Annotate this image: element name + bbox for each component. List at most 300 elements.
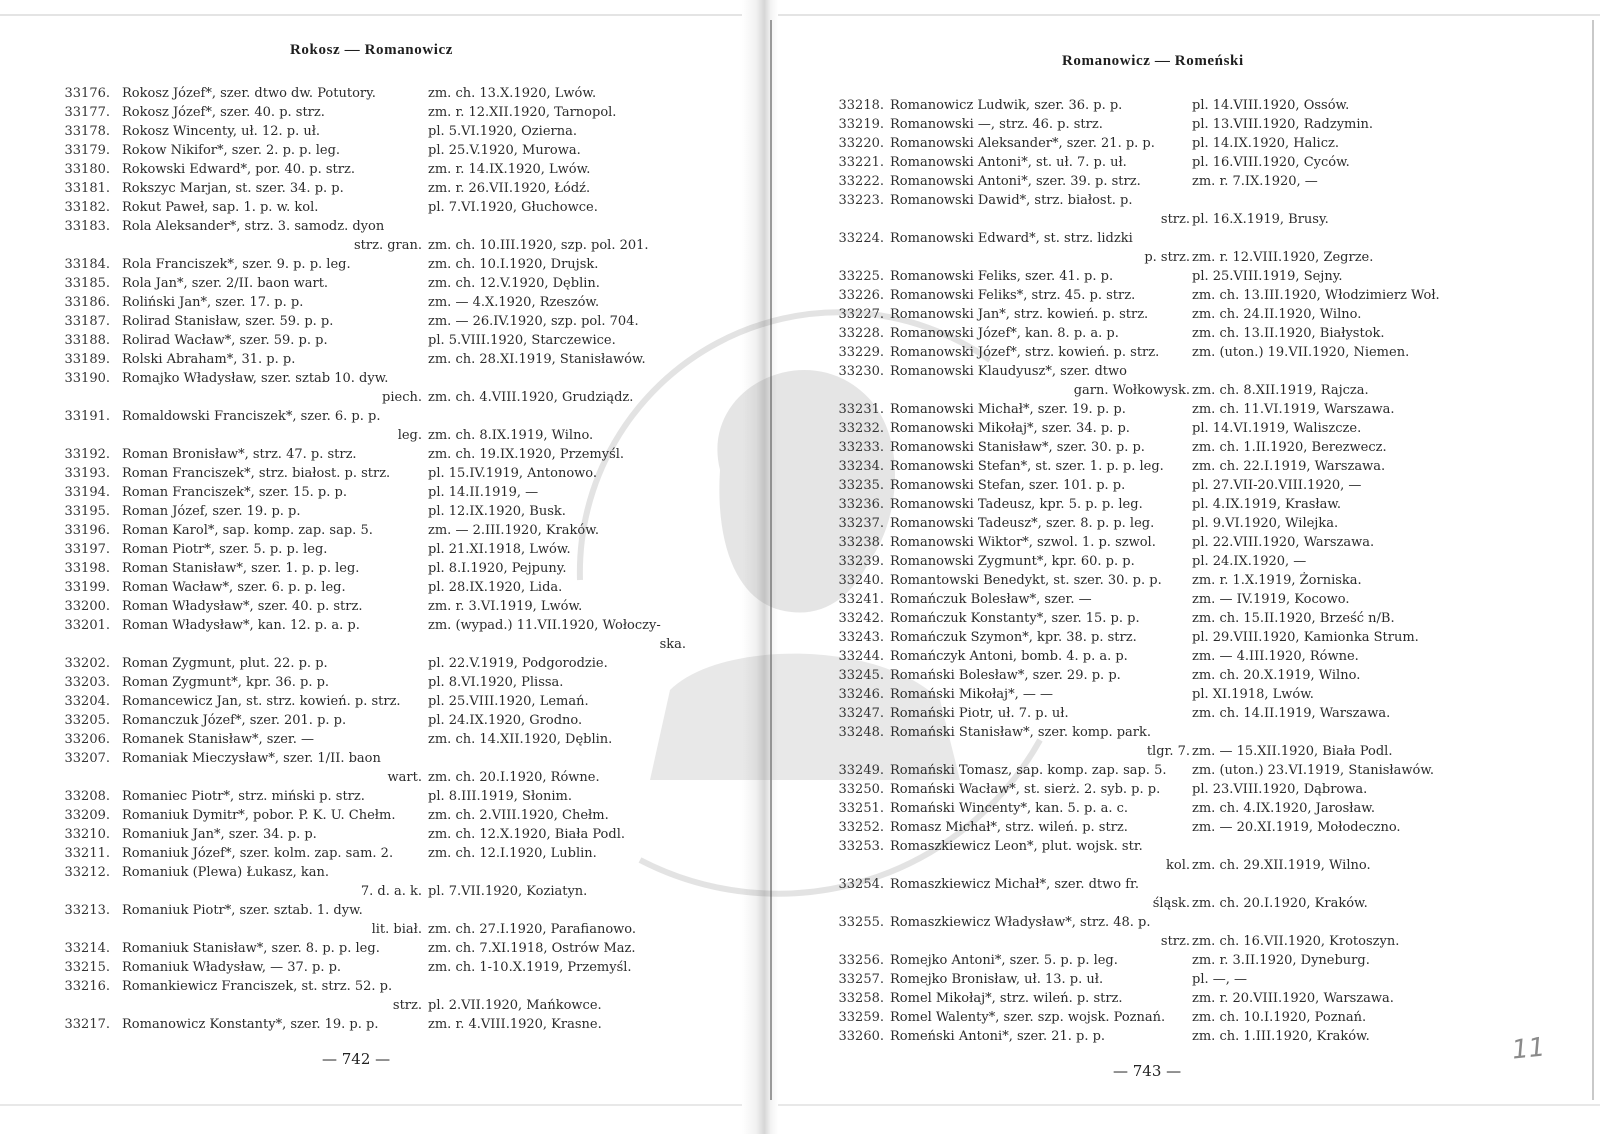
entry-status: zm. ch. 24.II.1920, Wilno. — [1192, 307, 1362, 322]
entry-text: Romanek Stanisław*, szer. — — [122, 732, 314, 747]
entry-text: Romaszkiewicz Władysław*, strz. 48. p. — [890, 915, 1151, 930]
entry-row — [0, 312, 742, 331]
entry-number: 33244. — [838, 649, 884, 664]
entry-number: 33259. — [838, 1010, 884, 1025]
entry-row — [0, 293, 742, 312]
entry-row — [778, 609, 1600, 628]
entry-status: zm. r. 1.X.1919, Żorniska. — [1192, 573, 1362, 588]
entry-number: 33197. — [64, 542, 110, 557]
entry-row — [778, 761, 1600, 780]
entry-text: Roman Władysław*, szer. 40. p. strz. — [122, 599, 363, 614]
entry-status: zm. ch. 20.I.1920, Równe. — [428, 770, 600, 785]
entry-status: pl. 22.V.1919, Podgorodzie. — [428, 656, 608, 671]
entry-text: Roman Franciszek*, strz. białost. p. strz. — [122, 466, 391, 481]
entry-status: pl. 24.IX.1920, Grodno. — [428, 713, 583, 728]
entry-number: 33246. — [838, 687, 884, 702]
entry-status: zm. ch. 12.X.1920, Biała Podl. — [428, 827, 625, 842]
entry-number: 33240. — [838, 573, 884, 588]
entry-text-continuation: piech. — [382, 390, 422, 405]
entry-number: 33255. — [838, 915, 884, 930]
entry-row — [0, 103, 742, 122]
entry-text-continuation: garn. Wołkowysk. — [1073, 383, 1190, 398]
entry-status: zm. ch. 1.III.1920, Kraków. — [1192, 1029, 1370, 1044]
entry-text: Romaniuk Stanisław*, szer. 8. p. p. leg. — [122, 941, 380, 956]
entry-text: Rokosz Józef*, szer. dtwo dw. Potutory. — [122, 86, 376, 101]
entry-number: 33215. — [64, 960, 110, 975]
entry-number: 33211. — [64, 846, 110, 861]
entry-row — [778, 305, 1600, 324]
entry-continuation-row — [0, 426, 742, 445]
entry-text-continuation: leg. — [397, 428, 422, 443]
entry-number: 33230. — [838, 364, 884, 379]
entry-row — [0, 198, 742, 217]
entry-number: 33243. — [838, 630, 884, 645]
entry-text: Romanowski Tadeusz*, szer. 8. p. p. leg. — [890, 516, 1155, 531]
entry-status: pl. 15.IV.1919, Antonowo. — [428, 466, 598, 481]
entry-text: Romaniuk Władysław, — 37. p. p. — [122, 960, 342, 975]
entry-status: zm. ch. 10.III.1920, szp. pol. 201. — [428, 238, 649, 253]
entry-row — [0, 483, 742, 502]
entry-status: pl. 14.IX.1920, Halicz. — [1192, 136, 1339, 151]
entry-text: Romański Piotr, uł. 7. p. uł. — [890, 706, 1069, 721]
entry-continuation-row — [0, 920, 742, 939]
entry-text: Romański Bolesław*, szer. 29. p. p. — [890, 668, 1121, 683]
entry-row — [778, 438, 1600, 457]
entry-status: pl. 8.I.1920, Pejpuny. — [428, 561, 567, 576]
entry-number: 33178. — [64, 124, 110, 139]
entry-text: Romanowski Stanisław*, szer. 30. p. p. — [890, 440, 1145, 455]
entry-row — [778, 514, 1600, 533]
entry-text: Romaniuk Józef*, szer. kolm. zap. sam. 2. — [122, 846, 394, 861]
entry-text: Romanczuk Józef*, szer. 201. p. p. — [122, 713, 347, 728]
entry-row — [0, 578, 742, 597]
entry-text: Roman Karol*, sap. komp. zap. sap. 5. — [122, 523, 373, 538]
entry-text: Romanowski Michał*, szer. 19. p. p. — [890, 402, 1126, 417]
entry-text-continuation: kol. — [1166, 858, 1190, 873]
entry-row — [0, 331, 742, 350]
entry-row — [0, 559, 742, 578]
entry-number: 33229. — [838, 345, 884, 360]
entry-text: Romański Wacław*, st. sierż. 2. syb. p. p. — [890, 782, 1161, 797]
entry-text: Romejko Antoni*, szer. 5. p. p. leg. — [890, 953, 1118, 968]
entry-row — [0, 521, 742, 540]
entry-row — [778, 400, 1600, 419]
entry-row — [0, 673, 742, 692]
entry-number: 33194. — [64, 485, 110, 500]
entry-row — [778, 153, 1600, 172]
entry-number: 33216. — [64, 979, 110, 994]
entry-text: Romanowski Feliks*, strz. 45. p. strz. — [890, 288, 1136, 303]
entry-row — [0, 502, 742, 521]
entry-row — [0, 654, 742, 673]
entry-status: pl. 25.V.1920, Murowa. — [428, 143, 581, 158]
entry-text: Rola Jan*, szer. 2/II. baon wart. — [122, 276, 329, 291]
entry-row — [0, 749, 742, 768]
entry-status: pl. 28.IX.1920, Lida. — [428, 580, 563, 595]
entry-row — [778, 1008, 1600, 1027]
entry-number: 33227. — [838, 307, 884, 322]
entry-status: zm. r. 12.XII.1920, Tarnopol. — [428, 105, 617, 120]
entry-text: Romeński Antoni*, szer. 21. p. p. — [890, 1029, 1106, 1044]
entry-status: zm. ch. 20.X.1919, Wilno. — [1192, 668, 1361, 683]
entry-status-continuation: ska. — [659, 637, 686, 652]
entry-row — [0, 84, 742, 103]
entry-continuation-row — [0, 388, 742, 407]
entry-row — [778, 96, 1600, 115]
entry-status: zm. ch. 4.VIII.1920, Grudziądz. — [428, 390, 634, 405]
entry-row — [778, 495, 1600, 514]
entry-row — [778, 951, 1600, 970]
entry-number: 33224. — [838, 231, 884, 246]
entry-number: 33235. — [838, 478, 884, 493]
entry-text: Romanowski Dawid*, strz. białost. p. — [890, 193, 1133, 208]
entry-text-continuation: strz. — [1160, 934, 1190, 949]
book-gutter — [742, 0, 778, 1134]
entry-number: 33195. — [64, 504, 110, 519]
entry-status: zm. ch. 28.XI.1919, Stanisławów. — [428, 352, 646, 367]
entry-row — [0, 844, 742, 863]
entry-status: zm. ch. 13.III.1920, Włodzimierz Woł. — [1192, 288, 1440, 303]
entry-continuation-row — [0, 768, 742, 787]
entry-number: 33209. — [64, 808, 110, 823]
left-page — [0, 0, 742, 1134]
entry-number: 33220. — [838, 136, 884, 151]
entry-row — [778, 913, 1600, 932]
entry-number: 33188. — [64, 333, 110, 348]
entry-number: 33206. — [64, 732, 110, 747]
entry-number: 33248. — [838, 725, 884, 740]
entry-row — [778, 704, 1600, 723]
entry-row — [0, 217, 742, 236]
entry-row — [0, 597, 742, 616]
entry-status: zm. ch. 8.IX.1919, Wilno. — [428, 428, 594, 443]
entry-row — [0, 806, 742, 825]
entry-row — [0, 369, 742, 388]
entry-status: zm. r. 20.VIII.1920, Warszawa. — [1192, 991, 1394, 1006]
entry-status: pl. 13.VIII.1920, Radzymin. — [1192, 117, 1374, 132]
entry-status: zm. ch. 2.VIII.1920, Chełm. — [428, 808, 609, 823]
entry-number: 33202. — [64, 656, 110, 671]
entry-row — [778, 457, 1600, 476]
entry-text: Romasz Michał*, strz. wileń. p. strz. — [890, 820, 1128, 835]
entry-row — [778, 324, 1600, 343]
entry-row — [0, 1015, 742, 1034]
entry-text: Romaniak Mieczysław*, szer. 1/II. baon — [122, 751, 381, 766]
entry-number: 33260. — [838, 1029, 884, 1044]
entry-status: zm. ch. 13.X.1920, Lwów. — [428, 86, 597, 101]
entry-number: 33186. — [64, 295, 110, 310]
entry-status: zm. ch. 4.IX.1920, Jarosław. — [1192, 801, 1375, 816]
entry-status: zm. ch. 19.IX.1920, Przemyśl. — [428, 447, 625, 462]
entry-row — [0, 160, 742, 179]
entry-row — [778, 191, 1600, 210]
entry-continuation-row — [0, 882, 742, 901]
entry-text: Rola Franciszek*, szer. 9. p. p. leg. — [122, 257, 351, 272]
entry-number: 33177. — [64, 105, 110, 120]
entry-row — [778, 1027, 1600, 1046]
entry-text: Romaszkiewicz Michał*, szer. dtwo fr. — [890, 877, 1139, 892]
entry-number: 33187. — [64, 314, 110, 329]
entry-text: Romanowski Józef*, kan. 8. p. a. p. — [890, 326, 1119, 341]
entry-continuation-row — [778, 856, 1600, 875]
entry-status: zm. ch. 20.I.1920, Kraków. — [1192, 896, 1368, 911]
entry-text: Roliński Jan*, szer. 17. p. p. — [122, 295, 304, 310]
entry-status: zm. ch. 13.II.1920, Białystok. — [1192, 326, 1385, 341]
entry-status: zm. r. 4.VIII.1920, Krasne. — [428, 1017, 602, 1032]
entry-row — [778, 476, 1600, 495]
entry-number: 33219. — [838, 117, 884, 132]
entry-text: Romanowski Tadeusz, kpr. 5. p. p. leg. — [890, 497, 1143, 512]
entry-status: zm. r. 14.IX.1920, Lwów. — [428, 162, 591, 177]
entry-continuation-row — [778, 210, 1600, 229]
entry-number: 33185. — [64, 276, 110, 291]
entry-status: pl. 9.VI.1920, Wilejka. — [1192, 516, 1339, 531]
entry-text-continuation: strz. gran. — [353, 238, 422, 253]
entry-number: 33251. — [838, 801, 884, 816]
entry-row — [778, 723, 1600, 742]
entry-text: Roman Bronisław*, strz. 47. p. strz. — [122, 447, 357, 462]
entry-number: 33198. — [64, 561, 110, 576]
entry-status: pl. 16.X.1919, Brusy. — [1192, 212, 1329, 227]
entry-number: 33200. — [64, 599, 110, 614]
entry-number: 33201. — [64, 618, 110, 633]
entry-text-continuation: śląsk. — [1152, 896, 1190, 911]
entry-row — [0, 445, 742, 464]
entry-text: Romańczuk Konstanty*, szer. 15. p. p. — [890, 611, 1140, 626]
entry-text: Romański Tomasz, sap. komp. zap. sap. 5. — [890, 763, 1167, 778]
entry-row — [778, 799, 1600, 818]
entry-status: zm. r. 12.VIII.1920, Zegrze. — [1192, 250, 1374, 265]
entry-status: zm. ch. 16.VII.1920, Krotoszyn. — [1192, 934, 1400, 949]
entry-text: Roman Franciszek*, szer. 15. p. p. — [122, 485, 347, 500]
entry-row — [778, 134, 1600, 153]
entry-text: Romaldowski Franciszek*, szer. 6. p. p. — [122, 409, 381, 424]
entry-text: Romanowski Edward*, st. strz. lidzki — [890, 231, 1133, 246]
entry-text: Rolski Abraham*, 31. p. p. — [122, 352, 296, 367]
entry-status: zm. (wypad.) 11.VII.1920, Wołoczy- — [428, 618, 661, 633]
entry-status: pl. 16.VIII.1920, Cyców. — [1192, 155, 1350, 170]
left-entry-list — [0, 84, 742, 1034]
entry-number: 33257. — [838, 972, 884, 987]
entry-text: Romanowski Antoni*, szer. 39. p. strz. — [890, 174, 1141, 189]
entry-text: Romantowski Benedykt, st. szer. 30. p. p. — [890, 573, 1162, 588]
entry-status: zm. — 20.XI.1919, Mołodeczno. — [1192, 820, 1401, 835]
entry-status: pl. 8.VI.1920, Plissa. — [428, 675, 564, 690]
left-page-number: — 742 — — [322, 1050, 391, 1068]
entry-number: 33214. — [64, 941, 110, 956]
entry-text-continuation: lit. biał. — [371, 922, 422, 937]
right-page — [778, 0, 1600, 1134]
entry-number: 33247. — [838, 706, 884, 721]
entry-status: zm. — 4.X.1920, Rzeszów. — [428, 295, 600, 310]
entry-number: 33237. — [838, 516, 884, 531]
entry-number: 33191. — [64, 409, 110, 424]
entry-number: 33236. — [838, 497, 884, 512]
entry-text: Romaniuk Dymitr*, pobor. P. K. U. Chełm. — [122, 808, 396, 823]
entry-status: zm. ch. 10.I.1920, Poznań. — [1192, 1010, 1367, 1025]
entry-number: 33252. — [838, 820, 884, 835]
entry-number: 33184. — [64, 257, 110, 272]
entry-number: 33221. — [838, 155, 884, 170]
entry-status: zm. r. 7.IX.1920, — — [1192, 174, 1318, 189]
entry-text: Rolirad Wacław*, szer. 59. p. p. — [122, 333, 328, 348]
entry-number: 33181. — [64, 181, 110, 196]
entry-continuation-row — [778, 894, 1600, 913]
entry-status: zm. ch. 14.II.1919, Warszawa. — [1192, 706, 1391, 721]
entry-text: Romaszkiewicz Leon*, plut. wojsk. str. — [890, 839, 1143, 854]
entry-number: 33196. — [64, 523, 110, 538]
entry-row — [0, 274, 742, 293]
entry-row — [778, 780, 1600, 799]
entry-status: pl. 5.VI.1920, Ozierna. — [428, 124, 577, 139]
entry-row — [778, 685, 1600, 704]
entry-continuation-row — [778, 248, 1600, 267]
entry-text: Roman Stanisław*, szer. 1. p. p. leg. — [122, 561, 360, 576]
entry-number: 33180. — [64, 162, 110, 177]
entry-status: zm. — 15.XII.1920, Biała Podl. — [1192, 744, 1393, 759]
entry-status: zm. r. 3.VI.1919, Lwów. — [428, 599, 583, 614]
entry-text: Romańczuk Szymon*, kpr. 38. p. strz. — [890, 630, 1137, 645]
entry-status: zm. ch. 10.I.1920, Drujsk. — [428, 257, 599, 272]
entry-text: Roman Józef, szer. 19. p. p. — [122, 504, 301, 519]
entry-number: 33193. — [64, 466, 110, 481]
entry-number: 33234. — [838, 459, 884, 474]
gutter-fold-line — [770, 20, 772, 1100]
entry-number: 33256. — [838, 953, 884, 968]
entry-status: zm. — 26.IV.1920, szp. pol. 704. — [428, 314, 639, 329]
entry-text: Roman Zygmunt, plut. 22. p. p. — [122, 656, 328, 671]
entry-number: 33212. — [64, 865, 110, 880]
right-page-header: Romanowicz — Romeński — [1062, 53, 1244, 69]
entry-row — [778, 172, 1600, 191]
entry-number: 33205. — [64, 713, 110, 728]
entry-row — [0, 464, 742, 483]
entry-number: 33245. — [838, 668, 884, 683]
entry-number: 33258. — [838, 991, 884, 1006]
right-page-number: — 743 — — [1113, 1062, 1182, 1080]
entry-row — [0, 407, 742, 426]
entry-status: zm. ch. 22.I.1919, Warszawa. — [1192, 459, 1386, 474]
entry-status: pl. 25.VIII.1920, Lemań. — [428, 694, 589, 709]
entry-row — [0, 901, 742, 920]
entry-row — [0, 179, 742, 198]
entry-status: zm. (uton.) 19.VII.1920, Niemen. — [1192, 345, 1410, 360]
entry-status: zm. ch. 14.XII.1920, Dęblin. — [428, 732, 613, 747]
entry-text: Romanowski Zygmunt*, kpr. 60. p. p. — [890, 554, 1135, 569]
entry-status: pl. 8.III.1919, Słonim. — [428, 789, 572, 804]
entry-row — [0, 958, 742, 977]
entry-status: pl. 14.VIII.1920, Ossów. — [1192, 98, 1350, 113]
entry-text: Romanowski Antoni*, st. uł. 7. p. uł. — [890, 155, 1127, 170]
entry-number: 33218. — [838, 98, 884, 113]
entry-text: Romańczuk Bolesław*, szer. — — [890, 592, 1092, 607]
entry-number: 33204. — [64, 694, 110, 709]
entry-text: Romanowski Wiktor*, szwol. 1. p. szwol. — [890, 535, 1156, 550]
entry-row — [778, 419, 1600, 438]
entry-text: Romańczyk Antoni, bomb. 4. p. a. p. — [890, 649, 1128, 664]
entry-row — [778, 590, 1600, 609]
entry-status: pl. 7.VI.1920, Głuchowce. — [428, 200, 598, 215]
entry-text: Roman Zygmunt*, kpr. 36. p. p. — [122, 675, 330, 690]
entry-text: Romaniuk Piotr*, szer. sztab. 1. dyw. — [122, 903, 363, 918]
entry-text: Roman Piotr*, szer. 5. p. p. leg. — [122, 542, 328, 557]
entry-continuation-row — [0, 996, 742, 1015]
entry-text: Roman Władysław*, kan. 12. p. a. p. — [122, 618, 360, 633]
entry-row — [778, 970, 1600, 989]
entry-status: pl. 2.VII.1920, Mańkowce. — [428, 998, 602, 1013]
entry-text: Romanowski Stefan, szer. 101. p. p. — [890, 478, 1126, 493]
entry-row — [0, 711, 742, 730]
entry-row — [0, 692, 742, 711]
entry-status: pl. 14.VI.1919, Waliszcze. — [1192, 421, 1362, 436]
entry-row — [778, 818, 1600, 837]
entry-text: Romanowski Mikołaj*, szer. 34. p. p. — [890, 421, 1130, 436]
entry-continuation-row — [0, 236, 742, 255]
entry-row — [778, 552, 1600, 571]
entry-continuation-row — [778, 381, 1600, 400]
entry-status: pl. XI.1918, Lwów. — [1192, 687, 1314, 702]
entry-status: zm. ch. 15.II.1920, Brześć n/B. — [1192, 611, 1395, 626]
entry-number: 33223. — [838, 193, 884, 208]
entry-text: Romanowicz Konstanty*, szer. 19. p. p. — [122, 1017, 379, 1032]
entry-row — [778, 115, 1600, 134]
entry-text: Rokszyc Marjan, st. szer. 34. p. p. — [122, 181, 344, 196]
entry-row — [778, 628, 1600, 647]
entry-row — [0, 122, 742, 141]
entry-text: Romankiewicz Franciszek, st. strz. 52. p. — [122, 979, 393, 994]
entry-row — [778, 362, 1600, 381]
entry-number: 33242. — [838, 611, 884, 626]
entry-number: 33208. — [64, 789, 110, 804]
entry-row — [0, 825, 742, 844]
handwritten-page-note: 11 — [1510, 1032, 1547, 1066]
entry-text: Romanowski Aleksander*, szer. 21. p. p. — [890, 136, 1155, 151]
entry-status: pl. 24.IX.1920, — — [1192, 554, 1307, 569]
entry-status: pl. 14.II.1919, — — [428, 485, 539, 500]
entry-status: zm. — IV.1919, Kocowo. — [1192, 592, 1350, 607]
entry-status: pl. —, — — [1192, 972, 1248, 987]
entry-number: 33190. — [64, 371, 110, 386]
entry-status: pl. 25.VIII.1919, Sejny. — [1192, 269, 1343, 284]
entry-row — [778, 267, 1600, 286]
entry-status: zm. ch. 12.V.1920, Dęblin. — [428, 276, 600, 291]
entry-text: Romejko Bronisław, uł. 13. p. uł. — [890, 972, 1104, 987]
entry-number: 33176. — [64, 86, 110, 101]
entry-text: Romanowicz Ludwik, szer. 36. p. p. — [890, 98, 1123, 113]
entry-number: 33254. — [838, 877, 884, 892]
entry-number: 33238. — [838, 535, 884, 550]
entry-text: Romaniec Piotr*, strz. miński p. strz. — [122, 789, 365, 804]
entry-status: zm. ch. 1-10.X.1919, Przemyśl. — [428, 960, 632, 975]
entry-row — [778, 666, 1600, 685]
entry-number: 33232. — [838, 421, 884, 436]
entry-continuation-row — [778, 932, 1600, 951]
entry-text: Romajko Władysław, szer. sztab 10. dyw. — [122, 371, 389, 386]
entry-row — [0, 787, 742, 806]
entry-text: Romel Walenty*, szer. szp. wojsk. Poznań. — [890, 1010, 1166, 1025]
entry-number: 33217. — [64, 1017, 110, 1032]
entry-text: Rokosz Józef*, szer. 40. p. strz. — [122, 105, 325, 120]
entry-number: 33249. — [838, 763, 884, 778]
entry-text: Romancewicz Jan, st. strz. kowień. p. strz. — [122, 694, 401, 709]
entry-number: 33241. — [838, 592, 884, 607]
entry-row — [0, 939, 742, 958]
entry-number: 33253. — [838, 839, 884, 854]
entry-number: 33226. — [838, 288, 884, 303]
entry-row — [778, 343, 1600, 362]
entry-text: Romanowski Klaudyusz*, szer. dtwo — [890, 364, 1127, 379]
entry-continuation-row — [0, 635, 742, 654]
